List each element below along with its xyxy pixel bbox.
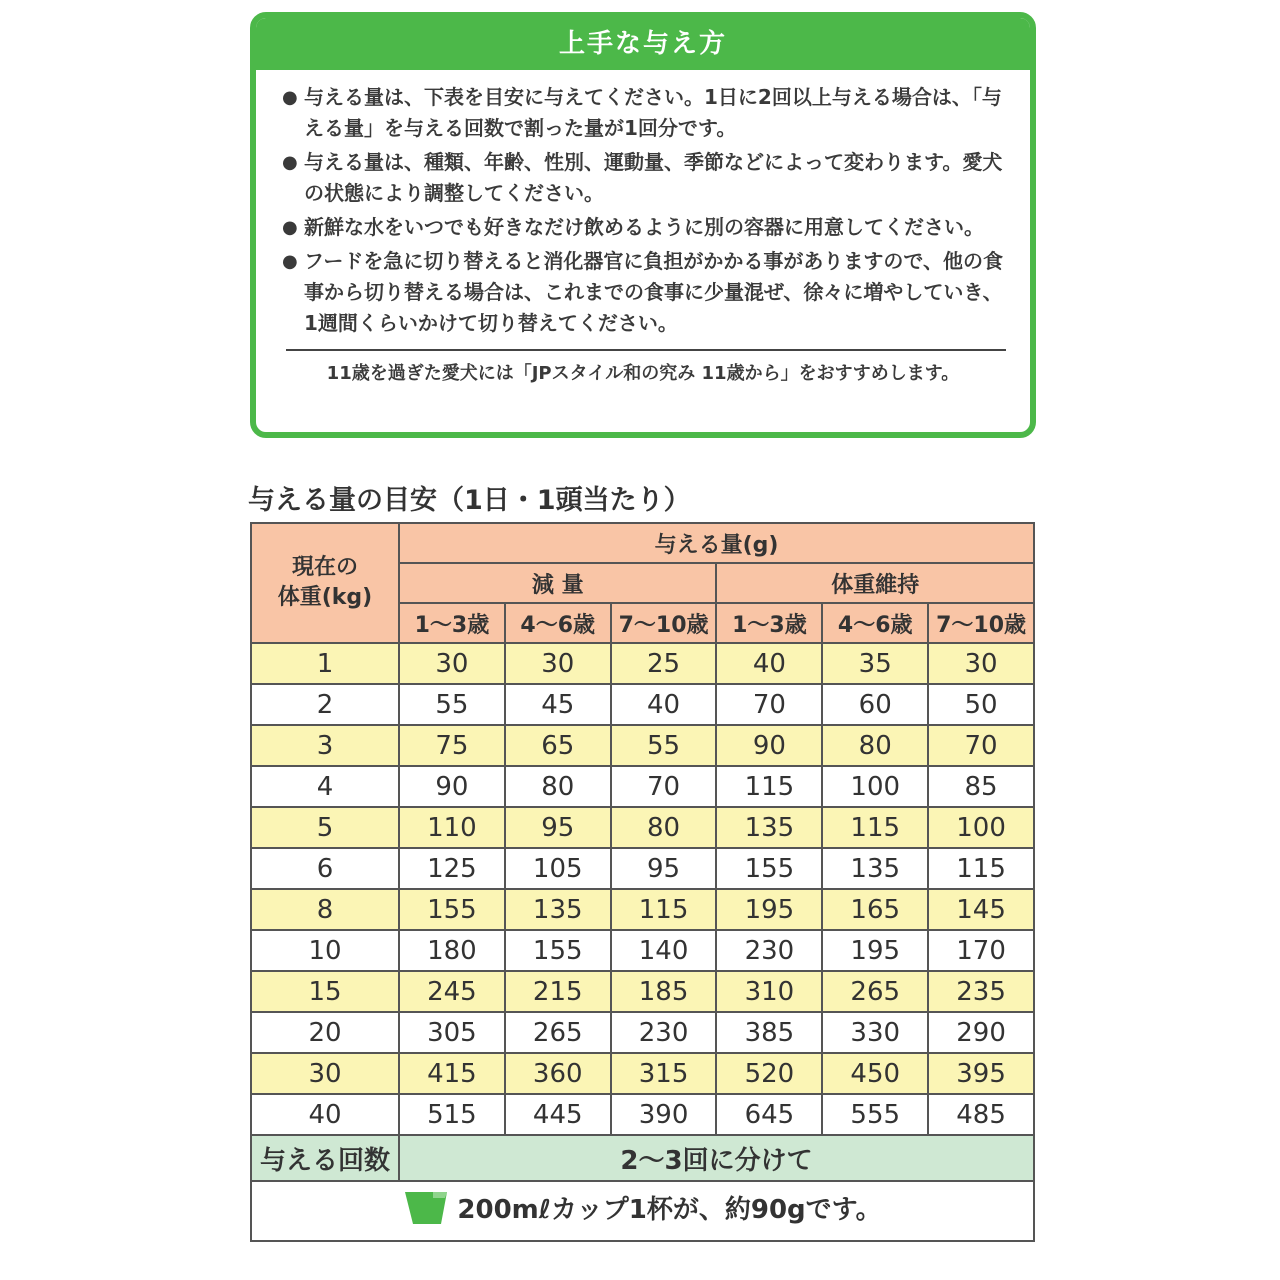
weight-cell: 10	[251, 930, 399, 971]
times-label: 与える回数	[251, 1135, 399, 1181]
amount-cell: 80	[611, 807, 717, 848]
amount-cell: 305	[399, 1012, 505, 1053]
amount-cell: 165	[822, 889, 928, 930]
amount-cell: 115	[928, 848, 1034, 889]
table-row	[251, 643, 1034, 684]
table-body	[251, 643, 1034, 1135]
feeding-tips-box	[250, 12, 1036, 438]
amount-cell: 45	[505, 684, 611, 725]
amount-cell: 310	[716, 971, 822, 1012]
amount-cell: 145	[928, 889, 1034, 930]
table-row	[251, 684, 1034, 725]
amount-cell: 25	[611, 643, 717, 684]
amount-cell: 80	[505, 766, 611, 807]
amount-cell: 125	[399, 848, 505, 889]
table-row	[251, 1012, 1034, 1053]
table-row	[251, 1094, 1034, 1135]
tips-item: ● 新鮮な水をいつでも好きなだけ飲めるように別の容器に用意してください。	[282, 212, 1006, 243]
weight-cell: 5	[251, 807, 399, 848]
amount-cell: 180	[399, 930, 505, 971]
weight-cell: 3	[251, 725, 399, 766]
tips-note: 11歳を過ぎた愛犬には「JPスタイル和の究み 11歳から」をおすすめします。	[326, 363, 960, 384]
table-row	[251, 766, 1034, 807]
amount-cell: 230	[611, 1012, 717, 1053]
table-row	[251, 971, 1034, 1012]
age-header: 4〜6歳	[822, 603, 928, 643]
amount-cell: 330	[822, 1012, 928, 1053]
amount-cell: 65	[505, 725, 611, 766]
amount-cell: 450	[822, 1053, 928, 1094]
age-header: 4〜6歳	[505, 603, 611, 643]
amount-cell: 555	[822, 1094, 928, 1135]
amount-cell: 100	[822, 766, 928, 807]
amount-cell: 110	[399, 807, 505, 848]
amount-cell: 230	[716, 930, 822, 971]
bullet-icon: ●	[282, 217, 298, 238]
weight-cell: 40	[251, 1094, 399, 1135]
amount-cell: 100	[928, 807, 1034, 848]
weight-cell: 20	[251, 1012, 399, 1053]
age-header: 7〜10歳	[611, 603, 717, 643]
amount-cell: 95	[611, 848, 717, 889]
weight-cell: 6	[251, 848, 399, 889]
tips-item: ● フードを急に切り替えると消化器官に負担がかかる事がありますので、他の食事から切り替える場合は、これまでの食事に少量混ぜ、徐々に増やしていき、1週間くらいかけて切り替えてください。	[282, 246, 1006, 339]
amount-cell: 135	[716, 807, 822, 848]
bullet-icon: ●	[282, 251, 298, 272]
weight-header: 現在の 体重(kg)	[251, 523, 399, 643]
amount-cell: 245	[399, 971, 505, 1012]
amount-cell: 35	[822, 643, 928, 684]
amount-header: 与える量(g)	[399, 523, 1034, 563]
amount-cell: 265	[822, 971, 928, 1012]
amount-cell: 55	[611, 725, 717, 766]
weight-cell: 8	[251, 889, 399, 930]
table-row	[251, 889, 1034, 930]
amount-cell: 395	[928, 1053, 1034, 1094]
amount-cell: 60	[822, 684, 928, 725]
tips-item: ● 与える量は、種類、年齢、性別、運動量、季節などによって変わります。愛犬の状態により調整してください。	[282, 147, 1006, 209]
amount-cell: 40	[611, 684, 717, 725]
amount-cell: 445	[505, 1094, 611, 1135]
table-row	[251, 807, 1034, 848]
table-title: 与える量の目安（1日・1頭当たり）	[248, 485, 691, 516]
group-maintain-header: 体重維持	[716, 563, 1034, 603]
age-header: 7〜10歳	[928, 603, 1034, 643]
amount-cell: 155	[716, 848, 822, 889]
weight-cell: 1	[251, 643, 399, 684]
bullet-icon: ●	[282, 152, 298, 173]
amount-cell: 115	[611, 889, 717, 930]
amount-cell: 390	[611, 1094, 717, 1135]
table-row	[251, 1053, 1034, 1094]
amount-cell: 80	[822, 725, 928, 766]
bullet-icon: ●	[282, 87, 298, 108]
amount-cell: 385	[716, 1012, 822, 1053]
table-row	[251, 848, 1034, 889]
times-row	[251, 1135, 1034, 1181]
amount-cell: 70	[716, 684, 822, 725]
amount-cell: 135	[505, 889, 611, 930]
amount-cell: 115	[822, 807, 928, 848]
amount-cell: 415	[399, 1053, 505, 1094]
amount-cell: 30	[399, 643, 505, 684]
times-value: 2〜3回に分けて	[399, 1135, 1034, 1181]
amount-cell: 195	[716, 889, 822, 930]
amount-cell: 520	[716, 1053, 822, 1094]
cup-note: 200mℓカップ1杯が、約90gです。	[457, 1195, 882, 1226]
amount-cell: 155	[399, 889, 505, 930]
amount-cell: 95	[505, 807, 611, 848]
feeding-table	[250, 522, 1035, 1242]
amount-cell: 40	[716, 643, 822, 684]
amount-cell: 85	[928, 766, 1034, 807]
weight-cell: 30	[251, 1053, 399, 1094]
amount-cell: 135	[822, 848, 928, 889]
amount-cell: 140	[611, 930, 717, 971]
amount-cell: 70	[611, 766, 717, 807]
amount-cell: 265	[505, 1012, 611, 1053]
amount-cell: 30	[928, 643, 1034, 684]
amount-cell: 215	[505, 971, 611, 1012]
amount-cell: 290	[928, 1012, 1034, 1053]
amount-cell: 90	[399, 766, 505, 807]
amount-cell: 105	[505, 848, 611, 889]
amount-cell: 195	[822, 930, 928, 971]
amount-cell: 315	[611, 1053, 717, 1094]
age-header: 1〜3歳	[399, 603, 505, 643]
tips-item: ● 与える量は、下表を目安に与えてください。1日に2回以上与える場合は、「与える量」を与える回数で割った量が1回分です。	[282, 82, 1006, 144]
weight-cell: 2	[251, 684, 399, 725]
amount-cell: 155	[505, 930, 611, 971]
amount-cell: 70	[928, 725, 1034, 766]
cup-row	[251, 1181, 1034, 1241]
amount-cell: 55	[399, 684, 505, 725]
amount-cell: 115	[716, 766, 822, 807]
amount-cell: 235	[928, 971, 1034, 1012]
amount-cell: 90	[716, 725, 822, 766]
measuring-cup-icon	[403, 1190, 449, 1226]
amount-cell: 485	[928, 1094, 1034, 1135]
tips-title: 上手な与え方	[256, 18, 1030, 70]
table-row	[251, 930, 1034, 971]
group-reduce-header: 減 量	[399, 563, 716, 603]
amount-cell: 170	[928, 930, 1034, 971]
amount-cell: 75	[399, 725, 505, 766]
weight-cell: 4	[251, 766, 399, 807]
amount-cell: 30	[505, 643, 611, 684]
amount-cell: 360	[505, 1053, 611, 1094]
age-header: 1〜3歳	[716, 603, 822, 643]
tips-list	[256, 70, 1030, 339]
table-row	[251, 725, 1034, 766]
amount-cell: 185	[611, 971, 717, 1012]
amount-cell: 515	[399, 1094, 505, 1135]
amount-cell: 50	[928, 684, 1034, 725]
amount-cell: 645	[716, 1094, 822, 1135]
weight-cell: 15	[251, 971, 399, 1012]
tips-divider	[286, 349, 1006, 351]
